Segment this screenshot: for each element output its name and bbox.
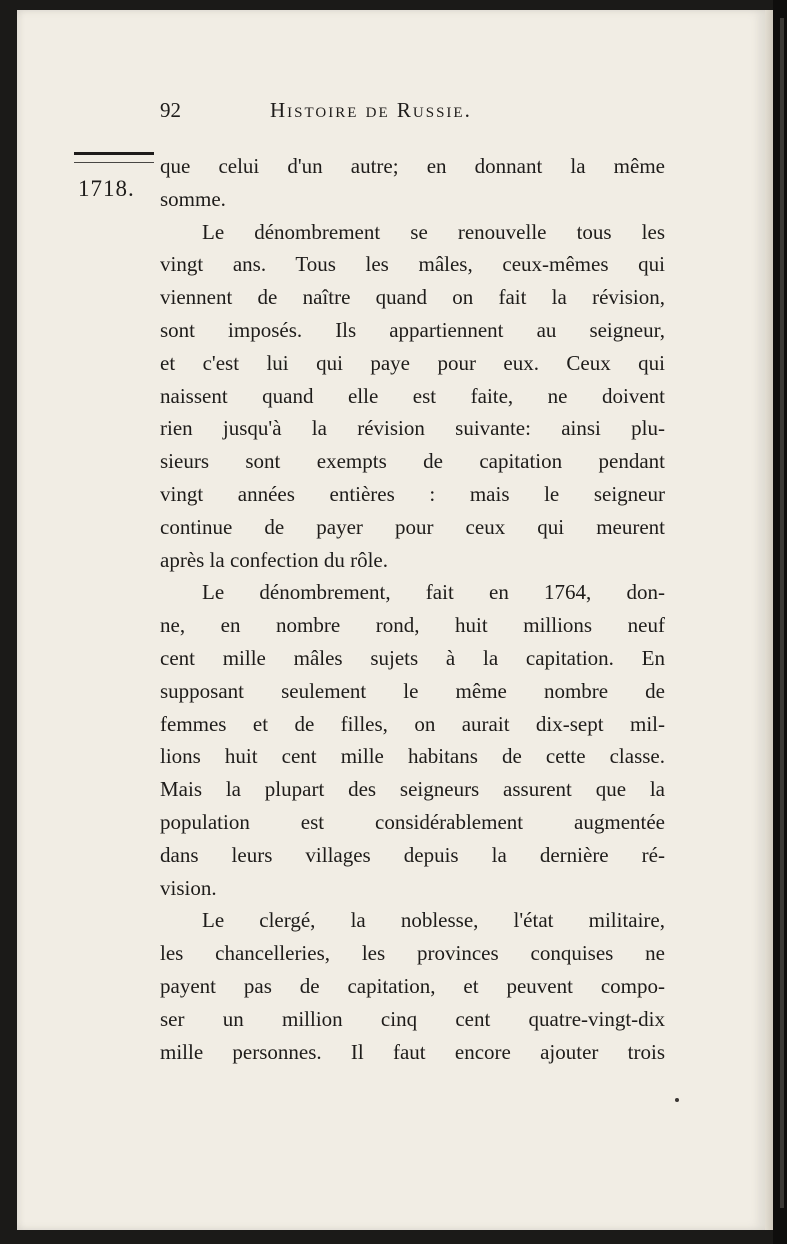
text-line: vision. [160, 875, 217, 900]
text-line: population est considérablement augmentée [160, 809, 665, 834]
text-line: Le dénombrement, fait en 1764, don- [202, 580, 665, 605]
text-line: sieurs sont exempts de capitation pendant [160, 449, 665, 474]
text-line: mille personnes. Il faut encore ajouter trois [160, 1039, 665, 1064]
text-line: femmes et de filles, on aurait dix-sept mil- [160, 711, 665, 736]
page-number: 92 [160, 98, 181, 122]
ink-speck [675, 1098, 679, 1102]
next-page-edge [780, 18, 784, 1208]
text-line: somme. [160, 186, 226, 211]
text-line: que celui d'un autre; en donnant la même [160, 154, 665, 178]
text-line: Mais la plupart des seigneurs assurent que la [160, 777, 665, 802]
text-line: viennent de naître quand on fait la révision, [160, 285, 665, 310]
text-line: lions huit cent mille habitans de cette classe. [160, 744, 665, 769]
text-line: naissent quand elle est faite, ne doivent [160, 383, 665, 408]
text-line: ser un million cinq cent quatre-vingt-dix [160, 1006, 665, 1031]
text-line: après la confection du rôle. [160, 547, 388, 572]
text-line: dans leurs villages depuis la dernière ré- [160, 842, 665, 867]
text-line: continue de payer pour ceux qui meurent [160, 514, 665, 539]
margin-year-note: 1718. [78, 176, 135, 201]
text-line: cent mille mâles sujets à la capitation. En [160, 645, 665, 670]
text-line: Le dénombrement se renouvelle tous les [202, 219, 665, 244]
text-line: supposant seulement le même nombre de [160, 678, 665, 703]
margin-rule-thin [74, 162, 154, 163]
margin-rule [74, 152, 154, 155]
running-title: Histoire de Russie. [270, 98, 472, 122]
text-line: vingt ans. Tous les mâles, ceux-mêmes qui [160, 252, 665, 277]
text-line: les chancelleries, les provinces conquises ne [160, 941, 665, 966]
running-header [160, 98, 665, 128]
text-line: et c'est lui qui paye pour eux. Ceux qui [160, 350, 665, 375]
text-line: vingt années entières : mais le seigneur [160, 481, 665, 506]
text-line: ne, en nombre rond, huit millions neuf [160, 613, 665, 638]
text-line: sont imposés. Ils appartiennent au seigneur, [160, 317, 665, 342]
text-line: rien jusqu'à la révision suivante: ainsi plu- [160, 416, 665, 441]
body-text [160, 150, 665, 1068]
page-edge [765, 10, 773, 1230]
text-line: payent pas de capitation, et peuvent compo- [160, 973, 665, 998]
text-line: Le clergé, la noblesse, l'état militaire, [202, 908, 665, 933]
